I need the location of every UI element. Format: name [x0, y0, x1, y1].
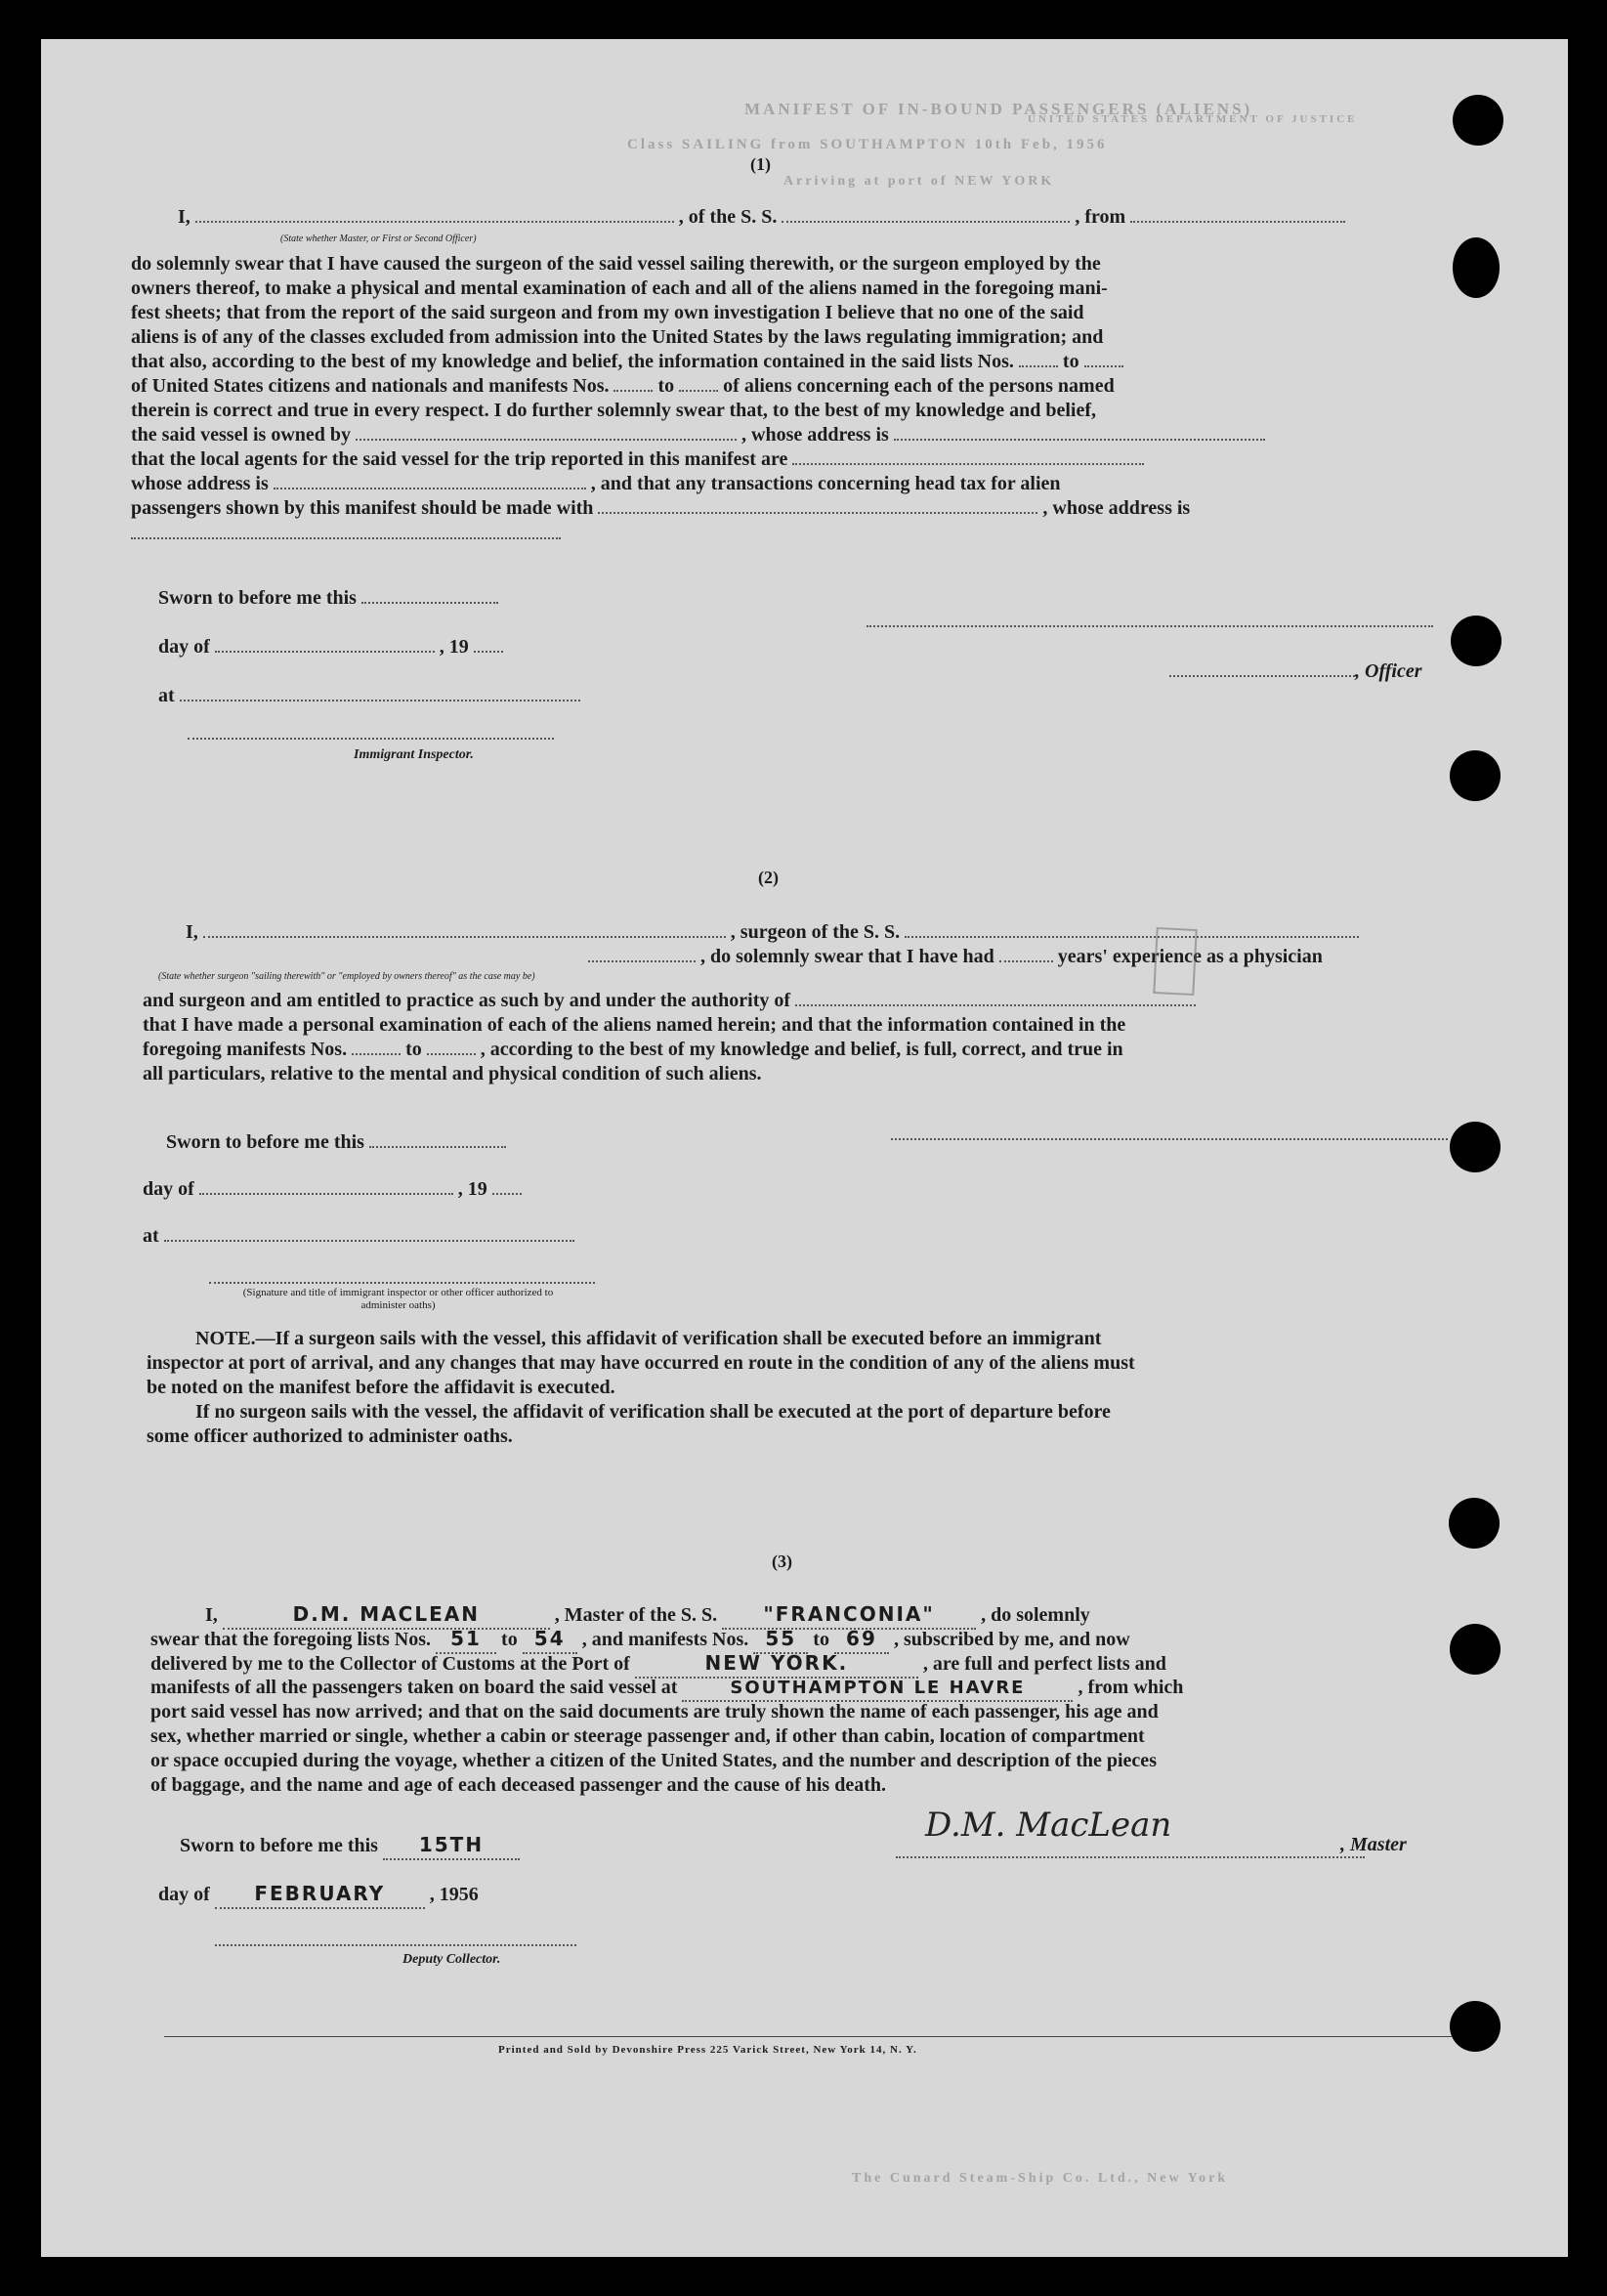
s1-line-2: do solemnly swear that I have caused the surgeon of the said vessel sailing therewith, or the surgeon employed by the — [131, 253, 1101, 275]
s3-collector-line — [215, 1944, 576, 1946]
faint-bottom-text: The Cunard Steam-Ship Co. Ltd., New York — [852, 2171, 1229, 2186]
s1-officer: , Officer — [1169, 659, 1422, 684]
s1-inspector-line — [188, 738, 554, 740]
s1-line-6: that also, according to the best of my knowledge and belief, the information contained in the said lists Nos. to — [131, 350, 1123, 374]
s3-line-2: swear that the foregoing lists Nos. 51 to 54 , and manifests Nos. 55 to 69 , subscribed by me, and now — [150, 1627, 1130, 1654]
s2-line-1: I, , surgeon of the S. S. — [186, 920, 1359, 945]
s3-line-5: port said vessel has now arrived; and that on the said documents are truly shown the name of each passenger, his age and — [150, 1701, 1159, 1722]
s3-line-8: of baggage, and the name and age of each deceased passenger and the cause of his death. — [150, 1774, 886, 1796]
s1-line-3: owners thereof, to make a physical and mental examination of each and all of the aliens named in the foregoing mani- — [131, 277, 1108, 299]
s2-note-5: some officer authorized to administer oaths. — [147, 1425, 513, 1447]
manifest-page — [41, 39, 1568, 2257]
binder-hole-6 — [1449, 1498, 1500, 1549]
faint-header-line3: Arriving at port of NEW YORK — [783, 174, 1055, 189]
binder-hole-1 — [1453, 95, 1503, 146]
s2-note-2: inspector at port of arrival, and any changes that may have occurred en route in the condition of any of the aliens must — [147, 1352, 1135, 1374]
s3-deputy-collector: Deputy Collector. — [402, 1952, 501, 1967]
port-name: NEW YORK. — [704, 1651, 849, 1675]
s1-line-5: aliens is of any of the classes excluded from admission into the United States by the laws regulating immigration; and — [131, 326, 1104, 348]
s2-dayof: day of , 19 — [143, 1177, 522, 1202]
s1-from-label: , from — [1075, 206, 1126, 228]
s2-signature-caption: (Signature and title of immigrant inspector or other officer authorized to administer oaths) — [242, 1287, 554, 1311]
month: FEBRUARY — [254, 1882, 386, 1905]
s1-i-label: I, — [178, 206, 190, 228]
s1-officer-sig-line — [867, 625, 1433, 627]
master-signature: D.M. MacLean — [925, 1806, 1172, 1845]
master-name: D.M. MACLEAN — [292, 1602, 480, 1626]
manifests-to: 69 — [846, 1627, 877, 1650]
s3-line-7: or space occupied during the voyage, whether a citizen of the United States, and the number and description of the pieces — [150, 1750, 1157, 1771]
section-1-number: (1) — [750, 154, 771, 174]
s2-sworn: Sworn to before me this — [166, 1130, 506, 1155]
s3-line-3: delivered by me to the Collector of Customs at the Port of NEW YORK. , are full and perfect lists and — [150, 1651, 1166, 1679]
binder-hole-7 — [1450, 1624, 1501, 1675]
ship-name: "FRANCONIA" — [763, 1602, 935, 1626]
s1-dayof: day of , 19 — [158, 635, 503, 659]
s2-note-3: be noted on the manifest before the affidavit is executed. — [147, 1377, 615, 1398]
manifests-from: 55 — [765, 1627, 797, 1650]
s1-sworn: Sworn to before me this — [158, 586, 498, 611]
binder-hole-5 — [1450, 1122, 1501, 1172]
printer-line: Printed and Sold by Devonshire Press 225 Varick Street, New York 14, N. Y. — [498, 2044, 917, 2056]
faint-stamp-mark — [1153, 927, 1198, 996]
s3-dayof: day of FEBRUARY , 1956 — [158, 1882, 479, 1909]
s1-officer-note: (State whether Master, or First or Second Officer) — [280, 234, 477, 244]
footer-rule — [164, 2036, 1452, 2037]
s3-master-sig-line — [896, 1856, 1365, 1858]
faint-header-line1: MANIFEST OF IN-BOUND PASSENGERS (ALIENS) — [744, 100, 1253, 118]
binder-hole-4 — [1450, 750, 1501, 801]
binder-hole-2 — [1453, 237, 1500, 298]
s1-of-ss-label: , of the S. S. — [678, 206, 778, 228]
faint-header-line2: Class SAILING from SOUTHAMPTON 10th Feb, 1956 — [627, 137, 1108, 152]
s1-line-4: fest sheets; that from the report of the said surgeon and from my own investigation I believe that no one of the said — [131, 302, 1084, 323]
s1-line-12: passengers shown by this manifest should be made with , whose address is — [131, 497, 1191, 519]
s2-note-4: If no surgeon sails with the vessel, the affidavit of verification shall be executed at the port of departure before — [195, 1401, 1111, 1423]
s1-address-line — [131, 537, 561, 539]
departure-port: SOUTHAMPTON LE HAVRE — [730, 1678, 1026, 1698]
section-2-number: (2) — [758, 868, 779, 887]
s2-line-2: , do solemnly swear that I have had years' experience as a physician — [588, 945, 1323, 969]
lists-to: 54 — [533, 1627, 566, 1650]
sworn-day: 15TH — [418, 1833, 485, 1856]
s2-line-4: that I have made a personal examination of each of the aliens named herein; and that the information contained in the — [143, 1014, 1126, 1036]
s2-line-3: and surgeon and am entitled to practice as such by and under the authority of — [143, 989, 1196, 1013]
s2-at: at — [143, 1224, 574, 1249]
s1-line-7: of United States citizens and nationals and manifests Nos. to of aliens concerning each of the persons named — [131, 375, 1115, 397]
faint-department: UNITED STATES DEPARTMENT OF JUSTICE — [1028, 113, 1358, 125]
s1-at: at — [158, 684, 580, 708]
binder-hole-8 — [1450, 2001, 1501, 2052]
s1-line-11: whose address is , and that any transactions concerning head tax for alien — [131, 473, 1061, 494]
s3-master-label: , Master — [1340, 1834, 1407, 1855]
s3-line-1: I, D.M. MACLEAN , Master of the S. S. "FRANCONIA" , do solemnly — [205, 1602, 1090, 1630]
s1-line-10: that the local agents for the said vessel for the trip reported in this manifest are — [131, 447, 1144, 472]
s1-line-9: the said vessel is owned by , whose address is — [131, 423, 1265, 447]
s3-sworn: Sworn to before me this 15TH — [180, 1833, 520, 1860]
lists-from: 51 — [450, 1627, 482, 1650]
s3-line-4: manifests of all the passengers taken on board the said vessel at SOUTHAMPTON LE HAVRE , from which — [150, 1676, 1183, 1702]
s2-inspector-line — [209, 1282, 595, 1284]
s1-inspector-caption: Immigrant Inspector. — [354, 747, 474, 762]
s2-line-5: foregoing manifests Nos. to , according to the best of my knowledge and belief, is full, correct, and true in — [143, 1039, 1123, 1060]
binder-hole-3 — [1451, 616, 1501, 666]
s2-line-6: all particulars, relative to the mental and physical condition of such aliens. — [143, 1063, 762, 1084]
section-3-number: (3) — [772, 1552, 792, 1571]
s2-officer-sig-line — [891, 1138, 1448, 1140]
s1-line-8: therein is correct and true in every respect. I do further solemnly swear that, to the best of my knowledge and belief, — [131, 400, 1097, 421]
s2-note-1: NOTE.—If a surgeon sails with the vessel, this affidavit of verification shall be executed before an immigrant — [195, 1328, 1102, 1349]
s3-line-6: sex, whether married or single, whether a cabin or steerage passenger and, if other than cabin, location of compartment — [150, 1725, 1145, 1747]
s2-surgeon-note: (State whether surgeon "sailing therewith" or "employed by owners thereof" as the case may be) — [158, 971, 535, 982]
